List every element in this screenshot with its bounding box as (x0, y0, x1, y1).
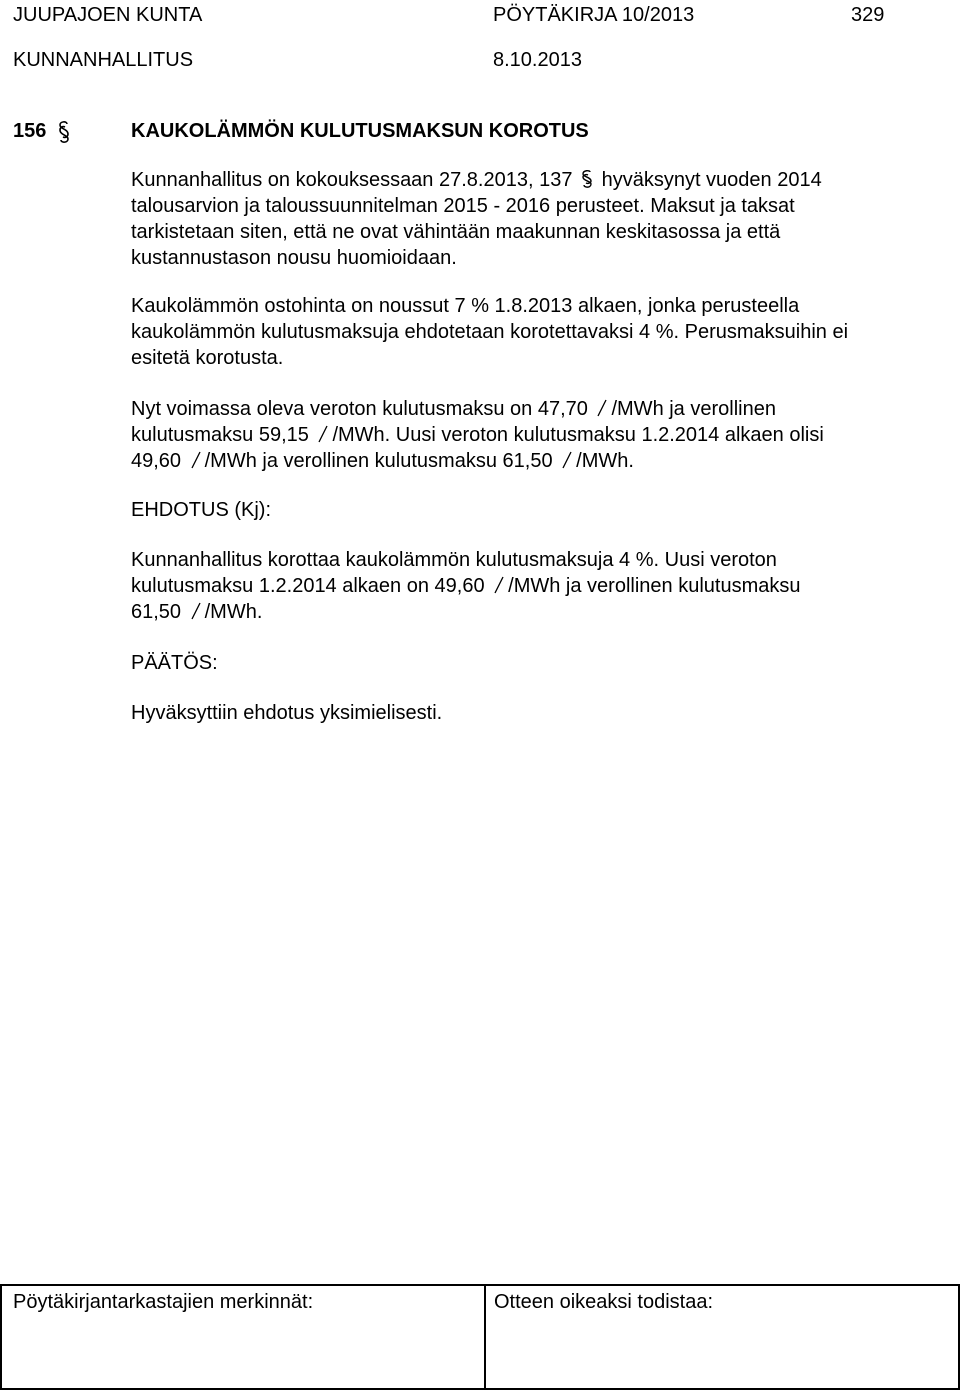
tariff-paragraph (131, 396, 911, 474)
text-segment: /MWh. (576, 450, 634, 472)
text-segment: /MWh. (204, 601, 263, 623)
text-line (131, 573, 911, 599)
text-segment: 61,50 (131, 601, 182, 623)
text-line (131, 396, 911, 422)
price-increase-paragraph (131, 293, 911, 371)
text-segment: Kunnanhallitus on kokouksessaan 27.8.2013, 137 (131, 169, 573, 191)
footer-box (0, 1284, 960, 1390)
text-line: kaukolämmön kulutusmaksuja ehdotetaan korotettavaksi 4 %. Perusmaksuihin ei (131, 321, 849, 343)
decision-text: Hyväksyttiin ehdotus yksimielisesti. (131, 702, 443, 724)
text-line: esitetä korotusta. (131, 347, 284, 369)
text-segment: /MWh ja verollinen (611, 398, 776, 420)
text-segment: kulutusmaksu 59,15 (131, 424, 309, 446)
page-number: 329 (851, 4, 885, 26)
text-segment: kulutusmaksu 1.2.2014 alkaen on 49,60 (131, 575, 485, 597)
text-line: kustannustason nousu huomioidaan. (131, 247, 457, 269)
text-line: Kunnanhallitus korottaa kaukolämmön kulutusmaksuja 4 %. Uusi veroton (131, 549, 777, 571)
unrendered-euro-glyph-icon (492, 575, 506, 595)
unrendered-euro-glyph-icon (316, 424, 330, 444)
text-line: Kaukolämmön ostohinta on noussut 7 % 1.8.2013 alkaen, jonka perusteella (131, 295, 800, 317)
text-line (131, 422, 911, 448)
text-line (131, 167, 911, 193)
unrendered-euro-glyph-icon (189, 450, 203, 470)
inspectors-notes-label: Pöytäkirjantarkastajien merkinnät: (13, 1291, 314, 1313)
text-segment: /MWh ja verollinen kulutusmaksu (508, 575, 801, 597)
section-title: KAUKOLÄMMÖN KULUTUSMAKSUN KOROTUS (131, 120, 589, 142)
section-sign-icon (580, 169, 594, 189)
text-segment: Nyt voimassa oleva veroton kulutusmaksu on 47,70 (131, 398, 588, 420)
section-number: 156 (13, 120, 47, 142)
unrendered-euro-glyph-icon (595, 398, 609, 418)
text-line (131, 448, 911, 474)
municipality-name: JUUPAJOEN KUNTA (13, 4, 203, 26)
meeting-date: 8.10.2013 (493, 49, 582, 71)
certified-copy-label: Otteen oikeaksi todistaa: (494, 1291, 714, 1313)
proposal-paragraph (131, 547, 911, 625)
unrendered-euro-glyph-icon (560, 450, 574, 470)
text-line: talousarvion ja taloussuunnitelman 2015 - 2016 perusteet. Maksut ja taksat (131, 195, 795, 217)
proposal-heading: EHDOTUS (Kj): (131, 499, 271, 521)
meeting-body: KUNNANHALLITUS (13, 49, 194, 71)
text-segment: /MWh. Uusi veroton kulutusmaksu 1.2.2014 alkaen olisi (332, 424, 824, 446)
footer-divider (484, 1286, 486, 1388)
text-segment: 49,60 (131, 450, 182, 472)
section-sign-icon (57, 119, 71, 145)
document-title: PÖYTÄKIRJA 10/2013 (493, 4, 695, 26)
text-line: tarkistetaan siten, että ne ovat vähintään maakunnan keskitasossa ja että (131, 221, 781, 243)
text-line (131, 599, 911, 625)
text-segment: hyväksynyt vuoden 2014 (601, 169, 822, 191)
background-paragraph (131, 167, 911, 271)
decision-heading: PÄÄTÖS: (131, 652, 218, 674)
text-segment: /MWh ja verollinen kulutusmaksu 61,50 (204, 450, 553, 472)
unrendered-euro-glyph-icon (189, 601, 203, 621)
